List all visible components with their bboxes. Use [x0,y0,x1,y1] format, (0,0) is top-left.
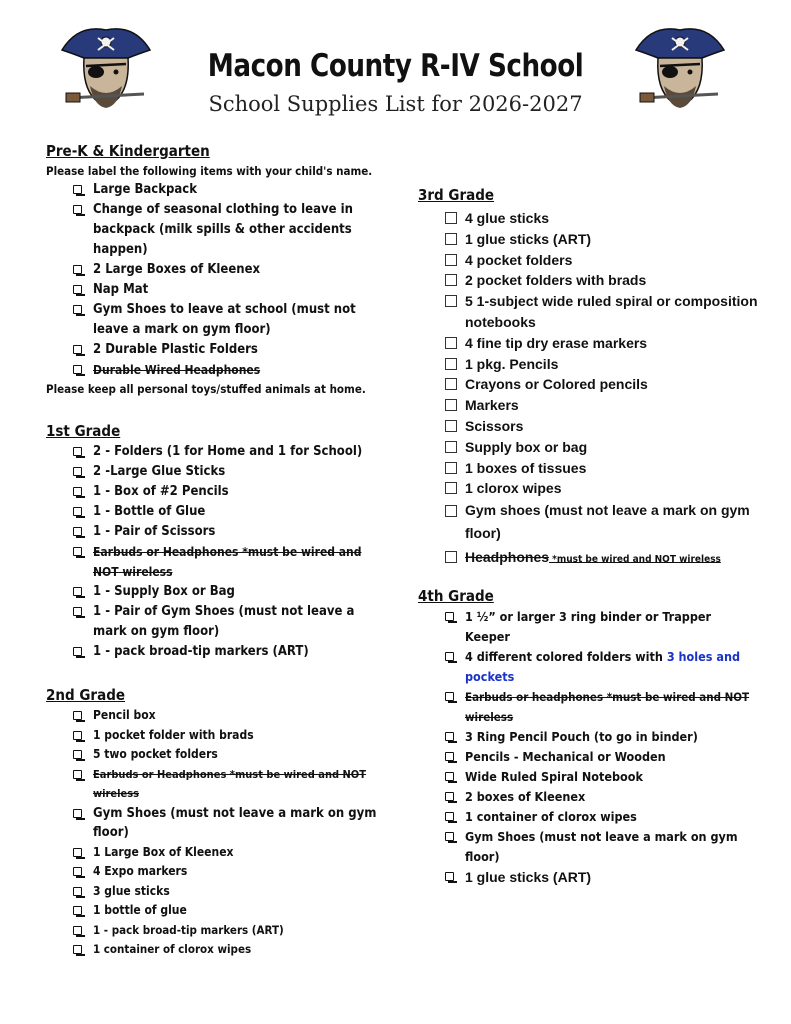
checkbox-icon [445,505,457,517]
checkbox-icon [73,185,82,194]
checkbox-icon [73,345,82,354]
checkbox-icon [73,945,82,954]
checkbox-icon [73,711,82,720]
checkbox-icon [73,305,82,314]
checkbox-icon [73,867,82,876]
section-grade3 [418,184,758,571]
list-item: 1 container of clorox wipes [418,807,758,827]
list-item: Gym Shoes to leave at school (must not leave a mark on gym floor) [46,300,386,340]
checkbox-icon [73,467,82,476]
label-note: Please label the following items with your child's name. [46,164,373,178]
list-item-struck: Earbuds or Headphones *must be wired and NOT wireless [46,542,386,582]
list-item: 1 glue sticks (ART) [418,229,758,250]
list-item: 5 two pocket folders [46,745,386,765]
section-title: 1st Grade [46,422,121,440]
list-item: Gym Shoes (must not leave a mark on gym floor) [46,804,386,843]
checkbox-icon [445,337,457,349]
section-grade2 [46,684,386,960]
checkbox-icon [73,887,82,896]
checkbox-icon [445,792,454,801]
checkbox-icon [73,285,82,294]
list-item: 1 glue sticks (ART) [418,867,758,887]
list-item: 2 -Large Glue Sticks [46,462,386,482]
list-item: 1 pkg. Pencils [418,354,758,375]
checkbox-icon [445,612,454,621]
list-item: 2 Large Boxes of Kleenex [46,260,386,280]
pirate-mascot-icon [58,20,154,116]
checkbox-icon [73,547,82,556]
list-item: Crayons or Colored pencils [418,374,758,395]
list-item: Scissors [418,416,758,437]
checkbox-icon [73,587,82,596]
checkbox-icon [445,872,454,881]
checkbox-icon [445,399,457,411]
list-item: Large Backpack [46,180,386,200]
checkbox-icon [73,926,82,935]
checkbox-icon [445,212,457,224]
checkbox-icon [73,205,82,214]
checkbox-icon [445,462,457,474]
list-item: 3 glue sticks [46,882,386,902]
list-item: 3 Ring Pencil Pouch (to go in binder) [418,727,758,747]
checkbox-icon [445,692,454,701]
list-item: 2 boxes of Kleenex [418,787,758,807]
list-item: Wide Ruled Spiral Notebook [418,767,758,787]
checkbox-icon [73,607,82,616]
right-column [418,184,758,887]
list-item: Markers [418,395,758,416]
checkbox-icon [445,420,457,432]
list-item: 4 fine tip dry erase markers [418,333,758,354]
supply-list [46,442,386,662]
list-item: 2 - Folders (1 for Home and 1 for School) [46,442,386,462]
list-item: 2 Durable Plastic Folders [46,340,386,360]
section-grade4 [418,585,758,887]
list-item: 4 pocket folders [418,250,758,271]
list-item: 4 different colored folders with 3 holes and pockets [418,647,758,687]
list-item: 1 - Pair of Gym Shoes (must not leave a mark on gym floor) [46,602,386,642]
list-item: Pencils - Mechanical or Wooden [418,747,758,767]
checkbox-icon [445,752,454,761]
checkbox-icon [445,233,457,245]
list-item-struck: Durable Wired Headphones [46,360,386,380]
checkbox-icon [445,732,454,741]
section-title: 3rd Grade [418,186,495,204]
list-item: 2 pocket folders with brads [418,270,758,291]
highlight-text: 3 holes and pockets [465,648,741,684]
checkbox-icon [445,295,457,307]
list-item: 1 pocket folder with brads [46,726,386,746]
checkbox-icon [73,527,82,536]
checkbox-icon [445,482,457,494]
list-item: Gym Shoes (must not leave a mark on gym floor) [418,827,758,867]
checkbox-icon [73,906,82,915]
list-item: Pencil box [46,706,386,726]
list-item: 4 Expo markers [46,862,386,882]
list-item: 1 clorox wipes [418,478,758,499]
list-item: Change of seasonal clothing to leave in backpack (milk spills & other accidents happen) [46,200,386,260]
section-title: 4th Grade [418,586,494,605]
checkbox-icon [445,832,454,841]
section-title: Pre-K & Kindergarten [46,142,210,160]
checkbox-icon [445,378,457,390]
checkbox-icon [445,358,457,370]
page-header [0,0,791,135]
checkbox-icon [73,770,82,779]
list-item: 1 - Bottle of Glue [46,502,386,522]
checkbox-icon [73,647,82,656]
list-item: Nap Mat [46,280,386,300]
section-grade1 [46,420,386,662]
list-item: 1 - pack broad-tip markers (ART) [46,921,386,941]
checkbox-icon [73,365,82,374]
list-item: 1 - Pair of Scissors [46,522,386,542]
section-prek [46,140,386,398]
checkbox-icon [73,848,82,857]
checkbox-icon [445,274,457,286]
checkbox-icon [445,772,454,781]
list-item: 1 container of clorox wipes [46,940,386,960]
checkbox-icon [73,809,82,818]
supply-list [46,180,386,380]
checkbox-icon [73,265,82,274]
list-item: Supply box or bag [418,437,758,458]
list-item: 1 ½” or larger 3 ring binder or Trapper Keeper [418,607,758,647]
list-item: Gym shoes (must not leave a mark on gym floor) [418,499,758,545]
toys-note: Please keep all personal toys/stuffed animals at home. [46,382,366,396]
list-item: 1 Large Box of Kleenex [46,843,386,863]
list-item-struck: Earbuds or Headphones *must be wired and NOT wireless [46,765,386,804]
list-item: 4 glue sticks [418,208,758,229]
list-item: 1 bottle of glue [46,901,386,921]
checkbox-icon [445,254,457,266]
checkbox-icon [73,731,82,740]
section-title: 2nd Grade [46,686,126,704]
list-item-struck: Earbuds or headphones *must be wired and NOT wireless [418,687,758,727]
checkbox-icon [73,447,82,456]
checkbox-icon [73,750,82,759]
checkbox-icon [445,812,454,821]
checkbox-icon [445,441,457,453]
list-item: 1 boxes of tissues [418,458,758,479]
checkbox-icon [73,487,82,496]
supply-list [418,208,758,571]
list-item: 1 - Box of #2 Pencils [46,482,386,502]
supply-list [46,706,386,960]
list-item: 1 - Supply Box or Bag [46,582,386,602]
checkbox-icon [445,551,457,563]
checkbox-icon [445,652,454,661]
page-title: Macon County R-IV School [207,48,584,84]
page-subtitle: School Supplies List for 2026-2027 [208,92,583,116]
list-item-struck: Headphones *must be wired and NOT wireless [418,547,758,571]
supply-list [418,607,758,887]
checkbox-icon [73,507,82,516]
pirate-mascot-icon [632,20,728,116]
list-item: 1 - pack broad-tip markers (ART) [46,642,386,662]
left-column [46,140,386,960]
list-item: 5 1-subject wide ruled spiral or composition notebooks [418,291,758,333]
